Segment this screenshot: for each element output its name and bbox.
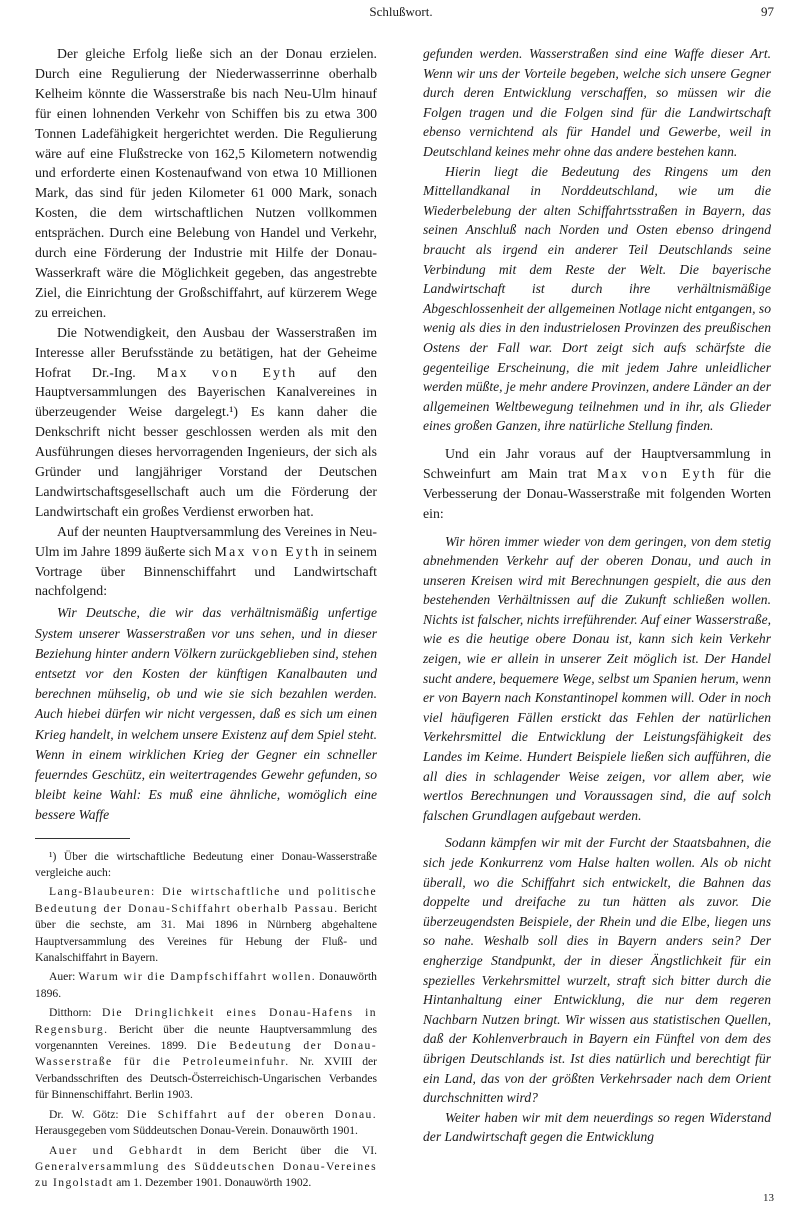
paragraph: Und ein Jahr voraus auf der Hauptversammlung in Schweinfurt am Main trat Max von Eyth für die Verbesserung der Donau-Wasserstraße mit folgenden Worten ein: <box>423 445 771 521</box>
spacer <box>423 524 771 532</box>
quote: Sodann kämpfen wir mit der Furcht der Staatsbahnen, die sich jede Konkurrenz vom Halse halten wollen. Als ob nicht überall, wo die Schiffahrt sich entwickelt, die Bahnen das doppelte und dreifache zu tun hätten als zuvor. Die überzeugendsten Beispiele, der Rhein und die Elbe, liegen uns so nahe. Weshalb soll dies in Bayern anders sein? Der engherzige Standpunkt, der in dieser Ängstlichkeit für ein spezielles Verkehrsmittel wurzelt, straft sich bitter durch die Hintanhaltung einer Entwicklung, die nur dem regeren Nachbarn Nutzen bringt. Wir wissen aus statistischen Quellen, daß der Kohlenverbrauch in Bayern ein Fünftel von dem des übrigen Deutschlands ist. Ist dies natürlich und berechtigt für ein Land, das von der größten Verkehrsader nach dem Orient durchschnitten wird? <box>423 835 771 1106</box>
footnote-entry: Dr. W. Götz: Die Schiffahrt auf der oberen Donau. Herausgegeben vom Süddeutschen Donau-Verein. Donauwörth 1901. <box>35 1107 377 1138</box>
quote-continued: gefunden werden. Wasserstraßen sind eine Waffe dieser Art. Wenn wir uns der Vorteile begeben, welche sich unsere Gegner durch deren Entwicklung verschaffen, so müssen wir die Folgen tragen und die Folgen sind für die Landwirtschaft ebenso vernichtend als für Handel und Gewerbe, weil in Deutschland keines mehr ohne das andere bestehen kann. <box>423 46 771 159</box>
quote: Weiter haben wir mit dem neuerdings so regen Widerstand der Landwirtschaft gegen die Entwicklung <box>423 1109 771 1145</box>
spaced-name: Max von Eyth <box>156 364 298 380</box>
running-title: Schlußwort. <box>369 4 433 19</box>
spacer <box>423 436 771 444</box>
spacer <box>423 825 771 833</box>
paragraph: Der gleiche Erfolg ließe sich an der Donau erzielen. Durch eine Regulierung der Niederwasserrinne oberhalb Kelheim könnte die Wasserstraße bis nach Neu-Ulm hinauf für einen lohnenden Verkehr von Schiffen bis zu etwa 300 Tonnen Ladefähigkeit hergerichtet werden. Die Regulierung wäre auf eine Flußstrecke von 162,5 Kilometern notwendig und erforderte einen Kostenaufwand von etwa 10 Millionen Mark, das sind für jeden Kilometer 61 000 Mark, sonach Kosten, die dem wirtschaftlichen Nutzen vollkommen entsprächen. Durch eine Belebung von Handel und Verkehr, durch eine Förderung der Industrie mit Hilfe der Donau-Wasserkraft wäre die Möglichkeit gegeben, das angestrebte Ziel, die Einrichtung der Großschiffahrt, auf kürzerem Wege zu erreichen. <box>35 46 377 320</box>
left-column <box>35 44 377 1195</box>
footnote-entry: Auer und Gebhardt in dem Bericht über die VI. Generalversammlung des Süddeutschen Donau-Vereines zu Ingolstadt am 1. Dezember 1901. Donauwörth 1902. <box>35 1143 377 1190</box>
paragraph: Auf der neunten Hauptversammlung des Vereines in Neu-Ulm im Jahre 1899 äußerte sich Max von Eyth in seinem Vortrage über Binnenschiffahrt und Landwirtschaft nachfolgend: <box>35 523 378 599</box>
footnote-entry: Lang-Blaubeuren: Die wirtschaftliche und politische Bedeutung der Donau-Schiffahrt oberhalb Passau. Bericht über die sechste, am 31. Mai 1896 in Nürnberg abgehaltene Hauptversammlung des Vereines für Hebung der Fluß- und Kanalschiffahrt in Bayern. <box>35 885 377 965</box>
spaced-name: Max von Eyth <box>597 465 717 481</box>
footnote: ¹) Über die wirtschaftliche Bedeutung einer Donau-Wasserstraße vergleiche auch: <box>35 849 377 880</box>
page-header <box>28 4 774 26</box>
quote: Wir Deutsche, die wir das verhältnismäßig unfertige System unserer Wasserstraßen vor uns sehen, und in dieser Beziehung hinter andern Völkern zurückgeblieben sind, stehen entsetzt vor den Kosten der künftigen Kanalbauten und berechnen mühselig, ob und wie sie sich bezahlen werden. Auch hiebei dürfen wir nicht vergessen, daß es sich um einen Krieg handelt, in welchem unsere Existenz auf dem Spiel steht. Wenn in einem wirklichen Krieg der Gegner ein schneller feuerndes Geschütz, ein weitertragendes Gewehr gefunden, so bleibt keine Wahl: Es muß eine ähnliche, womöglich eine bessere Waffe <box>35 605 377 823</box>
page-number: 97 <box>761 4 774 19</box>
printer-signature: 13 <box>763 1192 774 1204</box>
quote: Wir hören immer wieder von dem geringen, von dem stetig abnehmenden Verkehr auf der oberen Donau, und auch in unseren Kreisen wird mit Berechnungen gespielt, die aus den bestehenden Verhältnissen auf die Zukunft schließen wollen. Nichts ist falscher, nichts irreführender. Auf einer Wasserstraße, wie es die heutige obere Donau ist, kann sich kein Verkehr zeigen, wie er allein in unserer Zeit möglich ist. Der Handel sucht andere, bequemere Wege, selbst um Spanien herum, wenn er von Bayern nach Konstantinopel kommen will. Oder in noch viel häufigeren Fällen erstickt das Fehlen der natürlichen Verkehrsmittel die Entwicklung der Leistungsfähigkeit des Landes im Keime. Hundert Beispiele ließen sich aufführen, die all dies in schlagender Weise zeigen, vor allem aber, wie wertlos Berechnungen und Voraussagen sind, die auf solch falschen Grundlagen aufgebaut werden. <box>423 533 771 823</box>
footnote-rule <box>35 838 130 839</box>
paragraph: Die Notwendigkeit, den Ausbau der Wasserstraßen im Interesse aller Berufsstände zu betätigen, hat der Geheime Hofrat Dr.-Ing. Max von Eyth auf den Hauptversammlungen des Bayerischen Kanalvereines in überzeugender Weise dargelegt.¹) Es kann daher die Denkschrift nicht besser geschlossen werden als mit den Ausführungen dieses hervorragenden Ingenieurs, der sich als Gründer und langjähriger Vorstand der Deutschen Landwirtschaftsgesellschaft auch um die Förderung der Landwirtschaft ein großes Verdienst erworben hat. <box>35 324 378 519</box>
right-column <box>423 44 771 1147</box>
spaced-name: Max von Eyth <box>214 543 321 559</box>
footnote-entry: Auer: Warum wir die Dampfschiffahrt wollen. Donauwörth 1896. <box>35 970 377 1000</box>
footnotes <box>35 849 377 1192</box>
quote: Hierin liegt die Bedeutung des Ringens um den Mittellandkanal in Norddeutschland, wie um die Wiederbelebung der alten Schiffahrtsstraßen in Bayern, das seinen Anschluß nach Norden und Osten ebenso dringend braucht als irgend ein anderer Teil Deutschlands seine Verbindung mit dem Reste der Welt. Die bayerische Landwirtschaft ist durch ihre verhältnismäßige Abgeschlossenheit der allgemeinen Notlage nicht entgangen, so wenig als dies in den industrielosen Provinzen des preußischen Ostens der Fall war. Dort zeigt sich aufs schärfste die gegenteilige Erscheinung, die mit jedem Jahre unleidlicher werden müßte, je mehr andere Provinzen, andere Länder an der allgemeinen Weltbewegung teilnehmen und in ihr, als Glieder eines großen Ganzen, ihre natürliche Stellung finden. <box>423 163 771 434</box>
footnote-entry: Ditthorn: Die Dringlichkeit eines Donau-Hafens in Regensburg. Bericht über die neunte Hauptversammlung des vorgenannten Vereines. 1899. Die Bedeutung der Donau-Wasserstraße für die Petroleumeinfuhr. Nr. XVIII der Verbandsschriften des Deutsch-Österreichisch-Ungarischen Verbandes für Binnenschiffahrt. Berlin 1903. <box>35 1006 377 1102</box>
